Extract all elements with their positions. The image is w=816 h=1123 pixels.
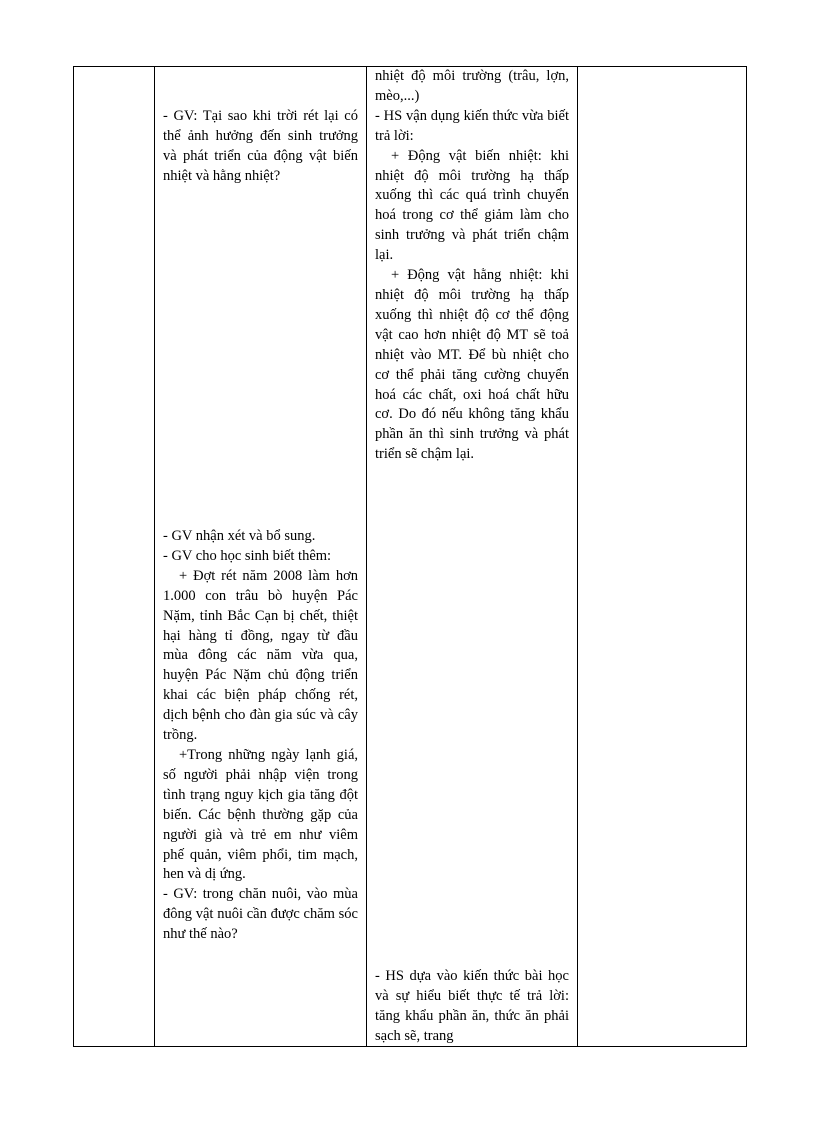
student-answer-1: - HS vận dụng kiến thức vừa biết trả lời: — [375, 107, 569, 144]
teacher-remark: - GV nhận xét và bổ sung. — [163, 528, 316, 544]
lesson-table — [73, 66, 747, 1047]
student-answer-continued: nhiệt độ môi trường (trâu, lợn, mèo,...) — [375, 68, 569, 104]
student-answer-2: - HS dựa vào kiến thức bài học và sự hiểu biết thực tế trả lời: tăng khẩu phần ăn, thức ăn phải sạch sẽ, trang — [375, 968, 569, 1044]
student-answer-1b: + Động vật hằng nhiệt: khi nhiệt độ môi trường hạ thấp xuống thì nhiệt độ cơ thể động vật cao hơn nhiệt độ MT sẽ toả nhiệt vào MT. Để bù nhiệt cho cơ thể phải tăng cường chuyển hoá các chất, oxi hoá chất hữu cơ. Do đó nếu không tăng khẩu phần ăn thì sinh trưởng và phát triển sẽ chậm lại. — [375, 267, 569, 463]
student-answer-1a: + Động vật biến nhiệt: khi nhiệt độ môi trường hạ thấp xuống thì các quá trình chuyển hoá trong cơ thể giảm làm cho sinh trưởng và phát triển chậm lại. — [375, 147, 569, 264]
column-4-cell — [578, 67, 747, 1047]
teacher-activity-cell — [155, 67, 367, 1047]
student-activity-cell — [367, 67, 578, 1047]
teacher-question-1: - GV: Tại sao khi trời rét lại có thể ảnh hưởng đến sinh trưởng và phát triển của động vật biến nhiệt và hằng nhiệt? — [163, 108, 358, 184]
table-row — [74, 67, 747, 1047]
teacher-fact-1: + Đợt rét năm 2008 làm hơn 1.000 con trâu bò huyện Pác Nặm, tỉnh Bắc Cạn bị chết, thiệt hại hàng tỉ đồng, ngay từ đầu mùa đông các năm vừa qua, huyện Pác Nặm chủ động triển khai các biện pháp chống rét, dịch bệnh cho đàn gia súc và cây trồng. — [163, 567, 358, 744]
teacher-fact-2: +Trong những ngày lạnh giá, số người phải nhập viện trong tình trạng nguy kịch gia tăng đột biến. Các bệnh thường gặp của người già và trẻ em như viêm phế quản, viêm phổi, tim mạch, hen và dị ứng. — [163, 746, 358, 883]
column-1-cell — [74, 67, 155, 1047]
teacher-question-2: - GV: trong chăn nuôi, vào mùa đông vật nuôi cần được chăm sóc như thế nào? — [163, 886, 358, 943]
teacher-intro: - GV cho học sinh biết thêm: — [163, 547, 332, 564]
